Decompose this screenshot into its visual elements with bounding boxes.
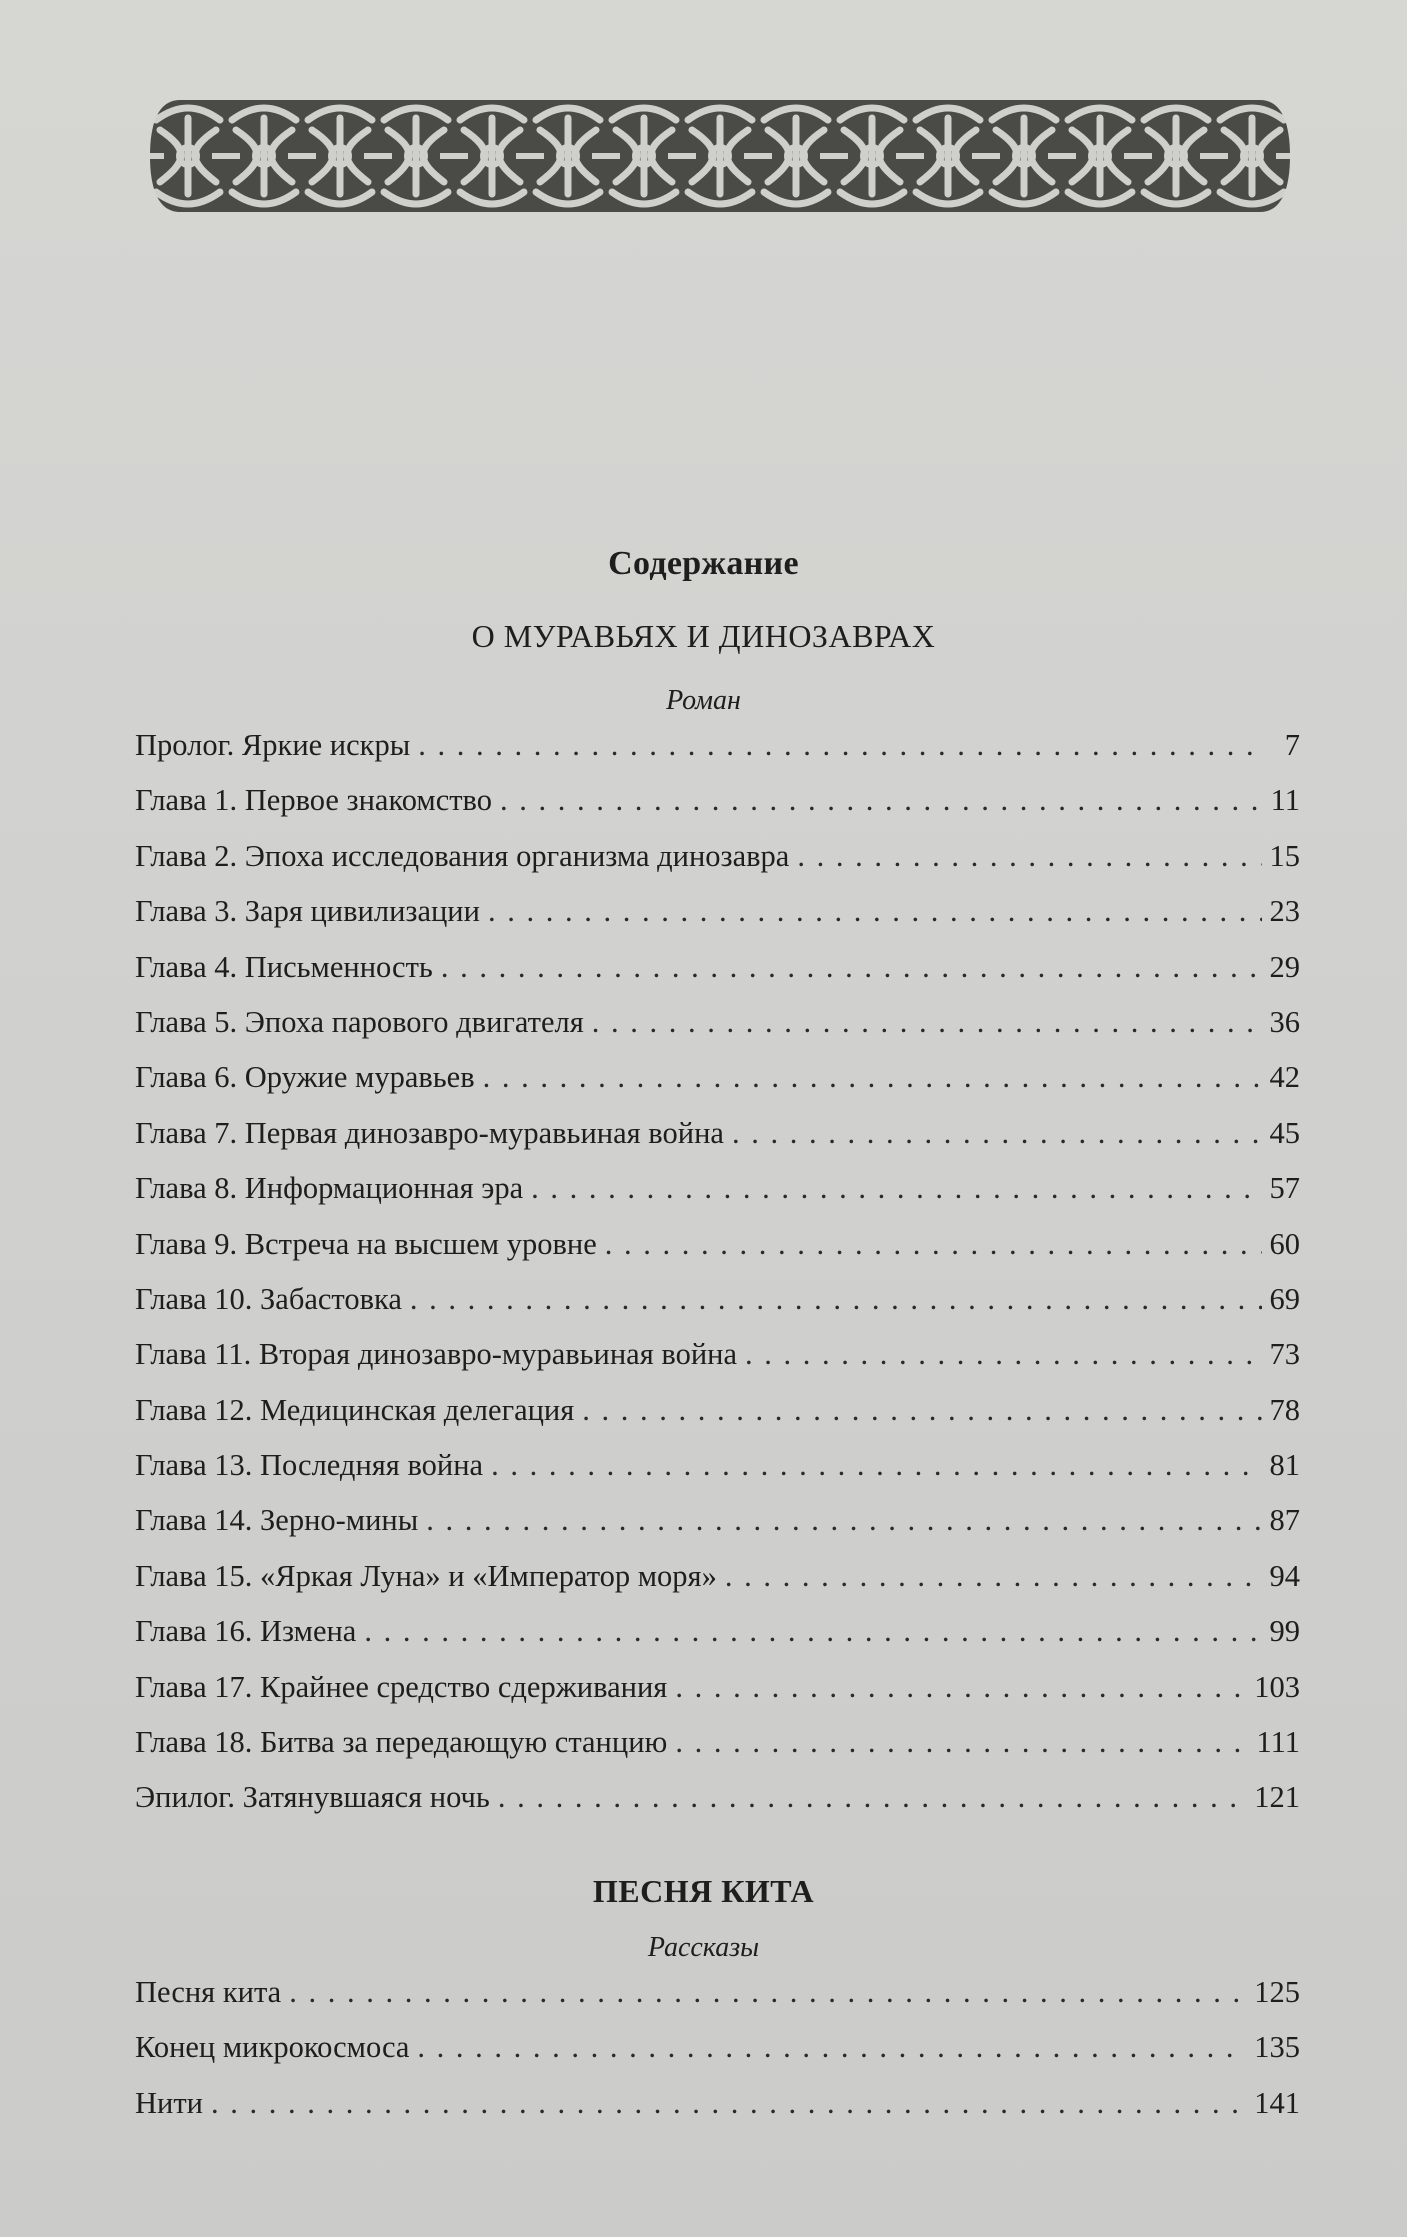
leader-dots (417, 2030, 1246, 2065)
toc-entry[interactable] (135, 1005, 1300, 1060)
section-title-novel: О МУРАВЬЯХ И ДИНОЗАВРАХ (471, 618, 936, 654)
leader-dots (441, 950, 1262, 985)
toc-entry-label: Глава 16. Измена (135, 1614, 357, 1649)
leader-dots (582, 1393, 1261, 1428)
toc-entry[interactable] (135, 1116, 1300, 1171)
toc-entry-page: 11 (1270, 783, 1300, 818)
toc-entry-page: 135 (1254, 2030, 1300, 2065)
toc-entry-label: Нити (135, 2085, 203, 2120)
leader-dots (732, 1116, 1262, 1151)
toc-entry[interactable] (135, 1282, 1300, 1337)
toc-entry-label: Глава 12. Медицинская делегация (135, 1392, 575, 1427)
toc-entry[interactable] (135, 728, 1300, 783)
toc-entry-page: 23 (1269, 894, 1300, 929)
toc-entry-label: Эпилог. Затянувшаяся ночь (135, 1780, 490, 1815)
leader-dots (491, 1448, 1261, 1483)
toc-entry-page: 60 (1269, 1226, 1300, 1261)
toc-entry-page: 111 (1256, 1725, 1300, 1760)
toc-entry[interactable] (135, 1337, 1300, 1392)
leader-dots (498, 1780, 1246, 1815)
toc-entry[interactable] (135, 1614, 1300, 1669)
leader-dots (675, 1725, 1248, 1760)
toc-entry[interactable] (135, 1503, 1300, 1558)
toc-entry-label: Глава 5. Эпоха парового двигателя (135, 1004, 584, 1039)
toc-entry-page: 7 (1284, 728, 1300, 762)
leader-dots (725, 1559, 1262, 1594)
leader-dots (500, 783, 1262, 818)
toc-entry[interactable] (135, 1227, 1300, 1282)
toc-entry-label: Глава 1. Первое знакомство (135, 783, 493, 818)
toc-entry-label: Глава 10. Забастовка (135, 1281, 402, 1316)
toc-entry[interactable] (135, 1171, 1300, 1226)
toc-list-novel (135, 728, 1300, 1836)
section-subtitle-stories: Рассказы (647, 1932, 760, 1963)
toc-entry-page: 15 (1269, 838, 1300, 873)
contents-heading: Содержание (608, 545, 799, 582)
toc-entry-page: 78 (1269, 1392, 1300, 1427)
toc-entry[interactable] (135, 894, 1300, 949)
toc-entry[interactable] (135, 950, 1300, 1005)
toc-entry-label: Глава 18. Битва за передающую станцию (135, 1725, 668, 1760)
toc-entry[interactable] (135, 2030, 1300, 2085)
toc-entry[interactable] (135, 1975, 1300, 2030)
toc-list-stories (135, 1975, 1300, 2141)
toc-entry[interactable] (135, 1060, 1300, 1115)
toc-entry-label: Глава 15. «Яркая Луна» и «Император моря» (135, 1558, 717, 1593)
toc-entry-label: Глава 11. Вторая динозавро-муравьиная война (135, 1337, 738, 1372)
toc-entry-page: 57 (1269, 1171, 1300, 1206)
toc-entry-label: Глава 17. Крайнее средство сдерживания (135, 1669, 668, 1704)
leader-dots (592, 1005, 1262, 1040)
toc-entry[interactable] (135, 2086, 1300, 2141)
toc-entry[interactable] (135, 1559, 1300, 1614)
toc-entry-page: 45 (1269, 1115, 1300, 1150)
toc-entry-page: 121 (1254, 1780, 1300, 1815)
toc-entry-page: 29 (1269, 949, 1300, 984)
toc-entry-label: Глава 13. Последняя война (135, 1448, 484, 1483)
toc-entry[interactable] (135, 1448, 1300, 1503)
leader-dots (745, 1337, 1261, 1372)
leader-dots (675, 1670, 1246, 1705)
leader-dots (211, 2086, 1246, 2121)
toc-entry-label: Глава 9. Встреча на высшем уровне (135, 1226, 597, 1261)
toc-entry[interactable] (135, 839, 1300, 894)
leader-dots (797, 839, 1261, 874)
leader-dots (410, 1282, 1262, 1317)
leader-dots (605, 1227, 1262, 1262)
toc-entry-label: Глава 7. Первая динозавро-муравьиная война (135, 1115, 724, 1150)
toc-entry[interactable] (135, 1780, 1300, 1835)
leader-dots (426, 1503, 1261, 1538)
leader-dots (488, 894, 1262, 929)
leader-dots (289, 1975, 1246, 2010)
toc-entry[interactable] (135, 1670, 1300, 1725)
toc-entry-page: 99 (1269, 1614, 1300, 1649)
toc-entry-label: Глава 6. Оружие муравьев (135, 1060, 475, 1095)
leader-dots (418, 728, 1262, 763)
section-title-stories: ПЕСНЯ КИТА (592, 1873, 815, 1909)
toc-entry[interactable] (135, 1725, 1300, 1780)
toc-entry-label: Глава 3. Заря цивилизации (135, 894, 480, 929)
celtic-knot-ornament-icon (150, 100, 1290, 212)
leader-dots (483, 1060, 1262, 1095)
toc-entry-page: 36 (1269, 1004, 1300, 1039)
toc-entry-page: 81 (1269, 1448, 1300, 1483)
toc-entry-page: 103 (1254, 1669, 1300, 1704)
section-subtitle-novel: Роман (666, 685, 741, 716)
toc-entry-label: Пролог. Яркие искры (135, 728, 411, 762)
leader-dots (531, 1171, 1261, 1206)
toc-entry[interactable] (135, 783, 1300, 838)
toc-entry-label: Конец микрокосмоса (135, 2030, 410, 2065)
toc-entry[interactable] (135, 1393, 1300, 1448)
toc-entry-page: 141 (1254, 2085, 1300, 2120)
toc-entry-page: 73 (1269, 1337, 1300, 1372)
toc-entry-page: 69 (1269, 1281, 1300, 1316)
toc-entry-label: Песня кита (135, 1975, 282, 2009)
toc-entry-page: 42 (1269, 1060, 1300, 1095)
toc-entry-page: 87 (1269, 1503, 1300, 1538)
toc-entry-page: 125 (1254, 1975, 1300, 2009)
toc-entry-label: Глава 4. Письменность (135, 949, 433, 984)
toc-entry-page: 94 (1269, 1558, 1300, 1593)
toc-entry-label: Глава 2. Эпоха исследования организма динозавра (135, 838, 790, 873)
toc-entry-label: Глава 8. Информационная эра (135, 1171, 524, 1206)
leader-dots (364, 1614, 1261, 1649)
toc-entry-label: Глава 14. Зерно-мины (135, 1503, 419, 1538)
